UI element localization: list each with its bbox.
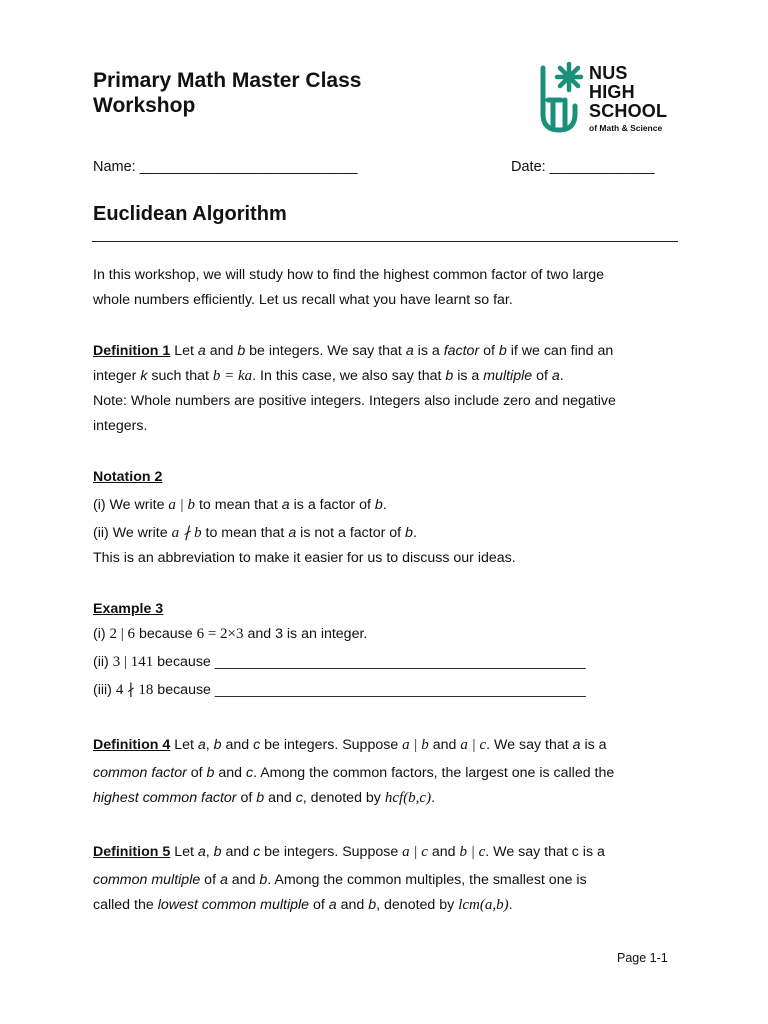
term-multiple: multiple	[483, 368, 533, 384]
definition-4-line-2	[93, 761, 614, 786]
title-line-1: Primary Math Master Class	[93, 69, 362, 92]
var: b	[237, 343, 246, 359]
example-3-item-iii	[93, 678, 586, 703]
text: because	[153, 654, 215, 670]
note-line-1: Note: Whole numbers are positive integers. Integers also include zero and negative	[93, 393, 616, 409]
math-expression: a | c	[460, 737, 487, 753]
text: Let	[170, 737, 198, 753]
example-3-item-ii	[93, 650, 586, 675]
var: b	[206, 765, 215, 781]
definition-5-label: Definition 5	[93, 844, 171, 860]
text: is a factor of	[289, 497, 375, 513]
text: to mean that	[195, 497, 282, 513]
var: a	[551, 368, 560, 384]
text: Let	[170, 343, 198, 359]
text: (i)	[93, 626, 110, 642]
name-field[interactable]: Name: ___________________________	[93, 159, 358, 175]
text: is not a factor of	[296, 525, 406, 541]
term-hcf: highest common factor	[93, 790, 237, 806]
title-line-2: Workshop	[93, 94, 196, 117]
var: b	[259, 872, 268, 888]
var: a	[288, 525, 297, 541]
logo-line-3: SCHOOL	[589, 101, 668, 121]
text: (ii) We write	[93, 525, 172, 541]
text: . Among the common factors, the largest one is called the	[253, 765, 615, 781]
text: and	[205, 343, 238, 359]
text: of	[479, 343, 499, 359]
text: and	[227, 872, 260, 888]
text: ,	[205, 737, 214, 753]
definition-4-line-3	[93, 786, 614, 811]
definition-1	[93, 339, 616, 439]
text: ,	[205, 844, 214, 860]
date-field[interactable]: Date: _____________	[511, 159, 655, 175]
definition-1-line-2	[93, 364, 616, 389]
notation-2	[93, 465, 516, 571]
var: c	[253, 737, 261, 753]
var: a	[197, 844, 206, 860]
text: . In this case, we also say that	[252, 368, 446, 384]
text: and	[221, 737, 254, 753]
var: b	[374, 497, 383, 513]
var: b	[256, 790, 265, 806]
math-expression: a ∤ b	[171, 525, 202, 541]
var: b	[445, 368, 454, 384]
example-3-item-i	[93, 622, 586, 647]
definition-4	[93, 733, 614, 811]
example-3-label: Example 3	[93, 601, 164, 617]
text: and	[221, 844, 254, 860]
text: of	[309, 897, 329, 913]
page-number: Page 1-1	[617, 951, 668, 965]
var: k	[140, 368, 148, 384]
example-3	[93, 597, 586, 703]
definition-1-line-1	[93, 339, 616, 364]
text: (iii)	[93, 682, 116, 698]
school-logo	[537, 60, 677, 138]
text: is a	[413, 343, 444, 359]
text: .	[559, 368, 564, 384]
text: .	[412, 525, 417, 541]
logo-line-1: NUS	[589, 63, 628, 83]
text: (i) We write	[93, 497, 169, 513]
note-line-2: integers.	[93, 418, 148, 434]
text: , denoted by	[302, 790, 385, 806]
answer-blank[interactable]: _______________________________________________	[214, 654, 586, 670]
definition-4-label: Definition 4	[93, 737, 171, 753]
notation-2-item-ii	[93, 521, 516, 546]
var: a	[219, 872, 228, 888]
text: and	[264, 790, 296, 806]
text: of	[200, 872, 220, 888]
document-title	[93, 68, 361, 118]
var: a	[197, 343, 206, 359]
text: and	[427, 844, 460, 860]
text: and	[428, 737, 461, 753]
math-expression: a | b	[402, 737, 429, 753]
intro-line-2: whole numbers efficiently. Let us recall what you have learnt so far.	[93, 292, 513, 308]
math-expression: lcm(a,b)	[458, 897, 509, 913]
term-factor: factor	[443, 343, 480, 359]
definition-5-line-1	[93, 840, 605, 865]
answer-blank[interactable]: _______________________________________________	[214, 682, 586, 698]
math-expression: 4 ∤ 18	[115, 682, 154, 698]
text: and	[214, 765, 246, 781]
equation: b = ka	[212, 368, 253, 384]
definition-1-label: Definition 1	[93, 343, 171, 359]
var: a	[328, 897, 337, 913]
text: be integers. We say that	[245, 343, 406, 359]
var: a	[197, 737, 206, 753]
text: to mean that	[201, 525, 289, 541]
section-heading: Euclidean Algorithm	[93, 203, 287, 225]
var: a	[572, 737, 581, 753]
var: b	[498, 343, 507, 359]
definition-4-line-1	[93, 733, 614, 758]
text: of	[236, 790, 257, 806]
var: a	[405, 343, 414, 359]
math-expression: hcf(b,c)	[384, 790, 432, 806]
logo-line-2: HIGH	[589, 82, 635, 102]
var: a	[281, 497, 290, 513]
text: of	[532, 368, 552, 384]
text: . We say that c is a	[485, 844, 605, 860]
school-logo-text	[589, 64, 667, 134]
school-emblem-icon	[537, 60, 587, 136]
var: c	[253, 844, 261, 860]
definition-5-line-3	[93, 893, 605, 918]
text: .	[431, 790, 436, 806]
text: be integers. Suppose	[260, 737, 403, 753]
text: because	[135, 626, 197, 642]
term-lcm: lowest common multiple	[157, 897, 310, 913]
text: (ii)	[93, 654, 113, 670]
text: of	[186, 765, 207, 781]
text: and	[336, 897, 369, 913]
text: .	[508, 897, 513, 913]
text: . We say that	[486, 737, 573, 753]
text: .	[382, 497, 387, 513]
var: b	[213, 844, 222, 860]
notation-2-note: This is an abbreviation to make it easier for us to discuss our ideas.	[93, 550, 516, 566]
math-expression: 2 | 6	[109, 626, 136, 642]
text: and 3 is an integer.	[243, 626, 368, 642]
definition-5	[93, 840, 605, 918]
intro-line-1: In this workshop, we will study how to find the highest common factor of two large	[93, 267, 604, 283]
text: , denoted by	[376, 897, 459, 913]
var: b	[213, 737, 222, 753]
text: be integers. Suppose	[260, 844, 403, 860]
math-expression: a | b	[168, 497, 196, 513]
notation-2-item-i	[93, 493, 516, 518]
var: b	[405, 525, 413, 541]
notation-2-label: Notation 2	[93, 469, 163, 485]
math-expression: b | c	[459, 844, 486, 860]
text: is a	[580, 737, 607, 753]
text: if we can find an	[506, 343, 614, 359]
equation: 6 = 2×3	[196, 626, 244, 642]
text: because	[153, 682, 215, 698]
text: integer	[93, 368, 141, 384]
math-expression: a | c	[402, 844, 428, 860]
text: called the	[93, 897, 158, 913]
var: c	[295, 790, 303, 806]
heading-divider	[92, 241, 678, 242]
term-common-multiple: common multiple	[93, 872, 201, 888]
intro-paragraph	[93, 263, 604, 313]
math-expression: 3 | 141	[112, 654, 154, 670]
definition-5-line-2	[93, 868, 605, 893]
var: c	[246, 765, 254, 781]
text: . Among the common multiples, the smallest one is	[267, 872, 587, 888]
var: b	[368, 897, 377, 913]
text: such that	[147, 368, 213, 384]
logo-subtitle: of Math & Science	[589, 123, 663, 133]
text: Let	[170, 844, 198, 860]
text: is a	[453, 368, 484, 384]
term-common-factor: common factor	[93, 765, 187, 781]
